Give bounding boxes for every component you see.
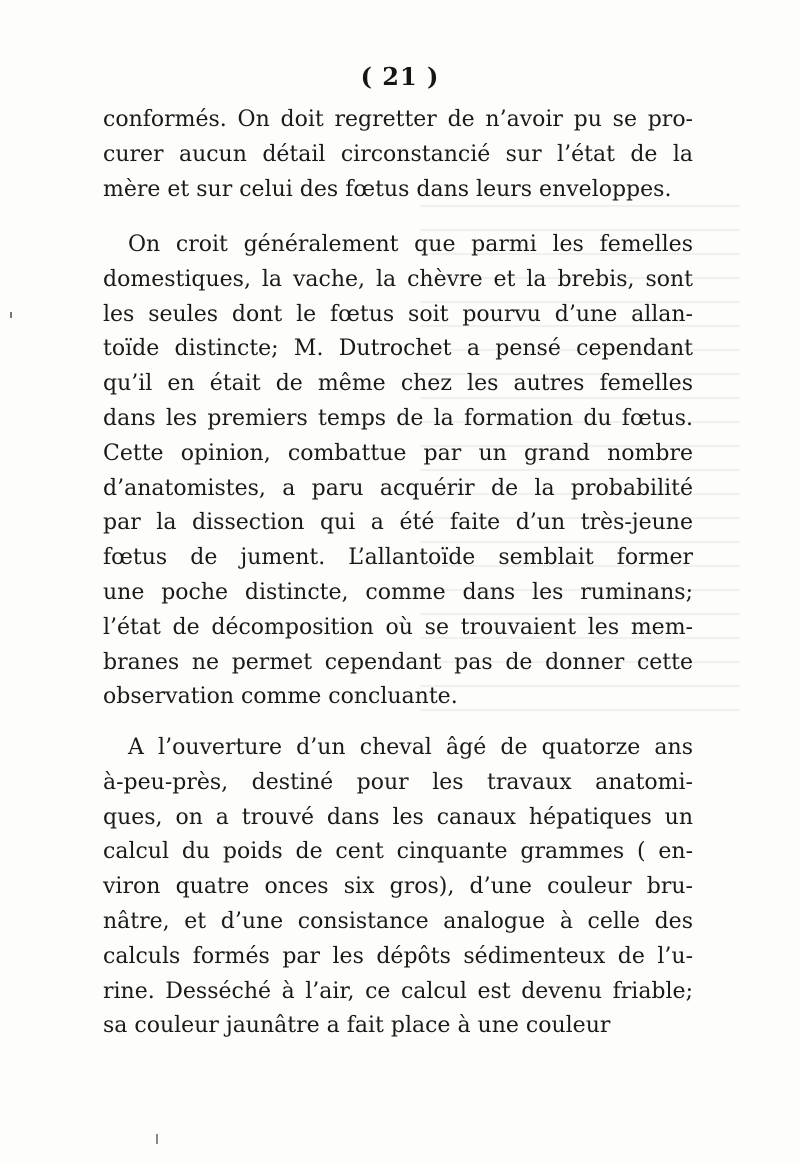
text-line: observation comme concluante. [103,684,458,710]
text-line: Cette opinion, combattue par un grand nombre [103,440,693,466]
text-line: rine. Desséché à l’air, ce calcul est devenu friable; [103,978,693,1004]
margin-mark [10,312,12,318]
paragraph-3 [103,731,693,1044]
text-line: par la dissection qui a été faite d’un très-jeune [103,510,693,536]
text-line: conformés. On doit regretter de n’avoir pu se pro- [103,107,693,132]
page-number: ( 21 ) [360,62,440,91]
text-line: curer aucun détail circonstancié sur l’état de la [103,141,693,167]
text-line: à-peu-près, destiné pour les travaux anatomi- [103,769,693,795]
text-line: fœtus de jument. L’allantoïde semblait former [103,545,693,571]
text-line: domestiques, la vache, la chèvre et la brebis, sont [103,266,693,292]
text-line: dans les premiers temps de la formation du fœtus. [103,405,693,431]
paragraph-2 [103,228,693,715]
text-line: toïde distincte; M. Dutrochet a pensé cependant [103,336,693,362]
text-line: nâtre, et d’une consistance analogue à celle des [103,908,693,934]
bottom-mark [156,1134,158,1144]
text-line: A l’ouverture d’un cheval âgé de quatorze ans [128,735,693,760]
text-line: qu’il en était de même chez les autres femelles [103,371,693,397]
text-line: sa couleur jaunâtre a fait place à une couleur [103,1013,611,1039]
text-line: l’état de décomposition où se trouvaient les mem- [103,614,693,640]
text-line: calculs formés par les dépôts sédimenteux de l’u- [103,943,693,969]
text-line: branes ne permet cependant pas de donner cette [103,649,693,675]
text-line: viron quatre onces six gros), d’une couleur bru- [103,874,693,900]
paragraph-1 [103,103,693,207]
text-line: calcul du poids de cent cinquante grammes ( en- [103,839,693,865]
text-line: d’anatomistes, a paru acquérir de la probabilité [103,475,693,501]
text-line: mère et sur celui des fœtus dans leurs enveloppes. [103,176,672,202]
text-line: ques, on a trouvé dans les canaux hépatiques un [103,804,693,830]
text-line: les seules dont le fœtus soit pourvu d’une allan- [103,301,693,327]
text-line: une poche distincte, comme dans les ruminans; [103,579,693,605]
text-line: On croit généralement que parmi les femelles [128,232,693,257]
